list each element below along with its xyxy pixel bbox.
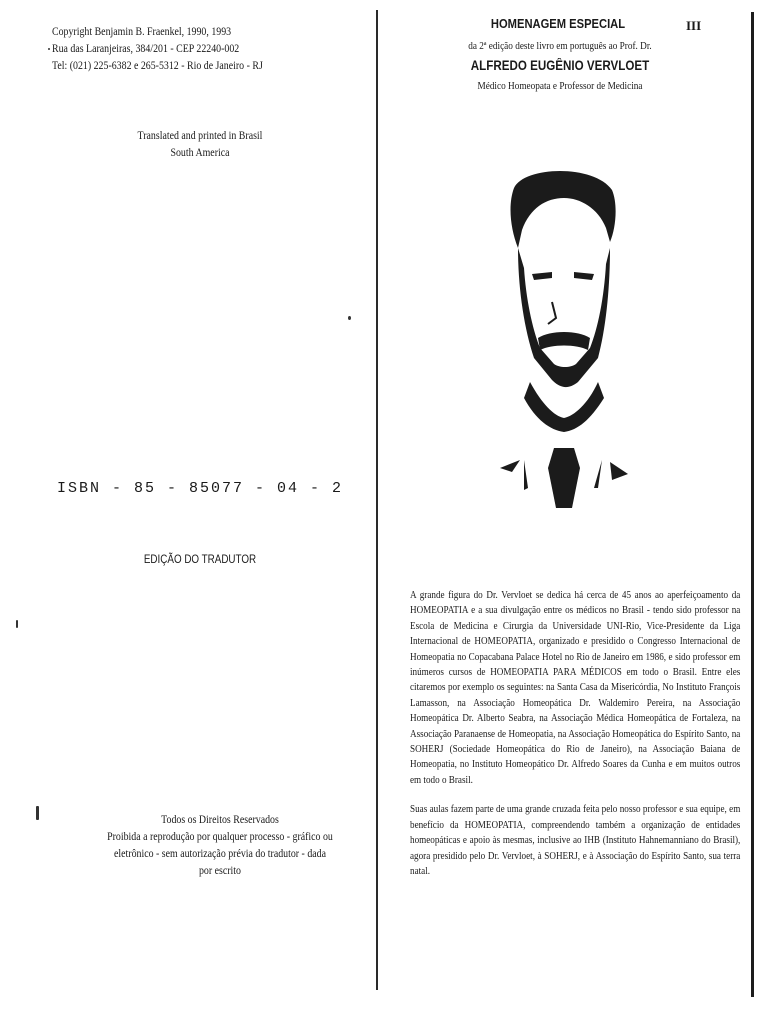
dedication-title: HOMENAGEM ESPECIAL <box>490 16 626 31</box>
country-line: South America <box>170 147 230 159</box>
phone-line: Tel: (021) 225-6382 e 265-5312 - Rio de Janeiro - RJ <box>52 60 263 72</box>
bio-paragraph: Suas aulas fazem parte de uma grande cruzada feita pelo nosso professor e sua equipe, em benefício da HOMEOPATIA, compreendendo também a organização de entidades homeopáticas e apoio às mesmas, inclusive ao IHB (Instituto Hahnemanniano do Brasil), agora presidido pelo Dr. Vervloet, à SOHERJ, e à Associação do Espírito Santo, sua terra natal. <box>410 803 741 877</box>
copyright-block <box>52 24 263 75</box>
translation-note <box>28 128 372 162</box>
translation-line: Translated and printed in Brasil <box>137 130 263 142</box>
rights-notice <box>82 812 357 880</box>
bio-paragraph: A grande figura do Dr. Vervloet se dedica há cerca de 45 anos ao aperfeiçoamento da HOMEOPATIA e a sua divulgação entre os médicos no Brasil - tendo sido professor na Escola de Medicina e Cirurgia da Universidade UNI-Rio, Vice-Presidente da Liga Internacional de HOMEOPATIA, organizado e presidido o Congresso Internacional de Homeopatia no Copacabana Palace Hotel no Rio de Janeiro em 1986, e sido professor em inúmeros cursos de HOMEOPATIA PARA MÉDICOS em todo o Brasil. Entre eles citaremos por exemplo os seguintes: na Santa Casa da Misericórdia, No Instituto François Lamasson, na Associação Homeopática Dr. Waldemiro Pereira, na Associação Homeopática Dr. Alberto Seabra, na Associação Médica Homeopática de Fortaleza, na Associação Paranaense de Homeopatia, na Associação Homeopática do Espírito Santo, na SOHERJ (Sociedade Homeopática do Rio de Janeiro), na Associação Baiana de Homeopatia, no Instituto Homeopático Dr. Alfredo Soares da Cunha e em muitos outros em todo o Brasil. <box>410 589 741 786</box>
edition-label: EDIÇÃO DO TRADUTOR <box>143 552 257 566</box>
scan-speck <box>36 806 39 820</box>
honoree-role: Médico Homeopata e Professor de Medicina <box>477 80 643 92</box>
scan-speck <box>16 620 18 628</box>
page-edge <box>751 12 754 997</box>
biography <box>410 588 740 879</box>
rights-line: Proibida a reprodução por qualquer processo - gráfico ou <box>107 831 333 843</box>
scan-speck <box>348 316 351 320</box>
portrait-photo <box>494 168 634 510</box>
scan-speck <box>48 48 50 50</box>
address-line: Rua das Laranjeiras, 384/201 - CEP 22240-002 <box>52 43 240 55</box>
dedication-edition-line: da 2ª edição deste livro em português ao Prof. Dr. <box>468 40 652 52</box>
honoree-name: ALFREDO EUGÊNIO VERVLOET <box>470 58 650 73</box>
rights-line: por escrito <box>198 865 242 877</box>
isbn: ISBN - 85 - 85077 - 04 - 2 <box>56 480 344 497</box>
page-number: III <box>686 18 702 33</box>
rights-line: Todos os Direitos Reservados <box>161 814 279 826</box>
page-spine <box>376 10 378 990</box>
left-page <box>0 0 378 1024</box>
copyright-line: Copyright Benjamin B. Fraenkel, 1990, 1993 <box>52 26 232 38</box>
rights-line: eletrônico - sem autorização prévia do tradutor - dada <box>114 848 326 860</box>
